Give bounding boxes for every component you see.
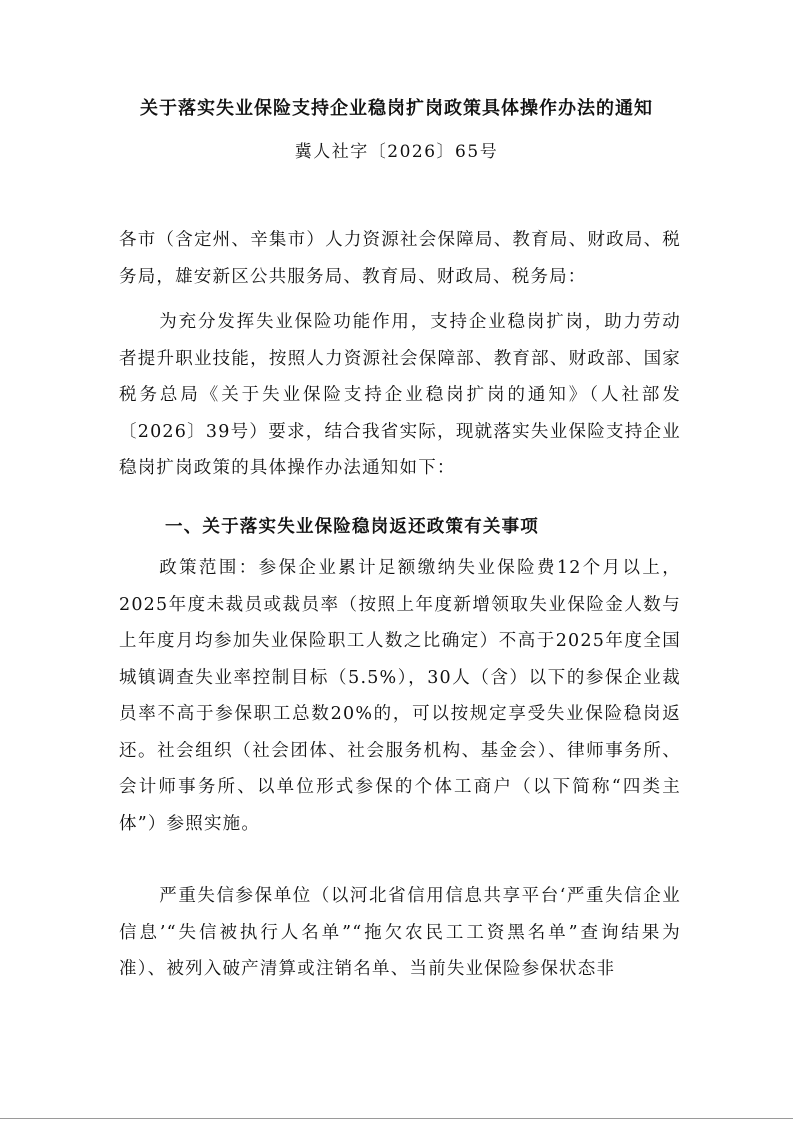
document-title: 关于落实失业保险支持企业稳岗扩岗政策具体操作办法的通知 xyxy=(140,98,653,119)
addressee-paragraph: 各市（含定州、辛集市）人力资源社会保障局、教育局、财政局、税务局，雄安新区公共服务局、教育局、财政局、税务局： xyxy=(119,230,681,287)
section-heading-1: 一、关于落实失业保险稳岗返还政策有关事项 xyxy=(165,517,539,537)
page-bottom-divider xyxy=(0,1118,793,1119)
policy-scope-paragraph: 政策范围：参保企业累计足额缴纳失业保险费12个月以上，2025年度未裁员或裁员率（按照上年度新增领取失业保险金人数与上年度月均参加失业保险职工人数之比确定）不高于2025年度全国城镇调查失业率控制目标（5.5%），30人（含）以下的参保企业裁员率不高于参保职工总数20%的，可以按规定享受失业保险稳岗返还。社会组织（社会团体、社会服务机构、基金会）、律师事务所、会计师事务所、以单位形式参保的个体工商户（以下简称“四类主体”）参照实施。 xyxy=(119,558,681,834)
exclusion-paragraph: 严重失信参保单位（以河北省信用信息共享平台‘严重失信企业信息’“失信被执行人名单”“拖欠农民工工资黑名单”查询结果为准）、被列入破产清算或注销名单、当前失业保险参保状态非 xyxy=(119,886,681,979)
document-number: 冀人社字〔2026〕65号 xyxy=(294,142,499,162)
intro-paragraph: 为充分发挥失业保险功能作用，支持企业稳岗扩岗，助力劳动者提升职业技能，按照人力资源社会保障部、教育部、财政部、国家税务总局《关于失业保险支持企业稳岗扩岗的通知》（人社部发〔2026〕39号）要求，结合我省实际，现就落实失业保险支持企业稳岗扩岗政策的具体操作办法通知如下： xyxy=(119,312,681,478)
